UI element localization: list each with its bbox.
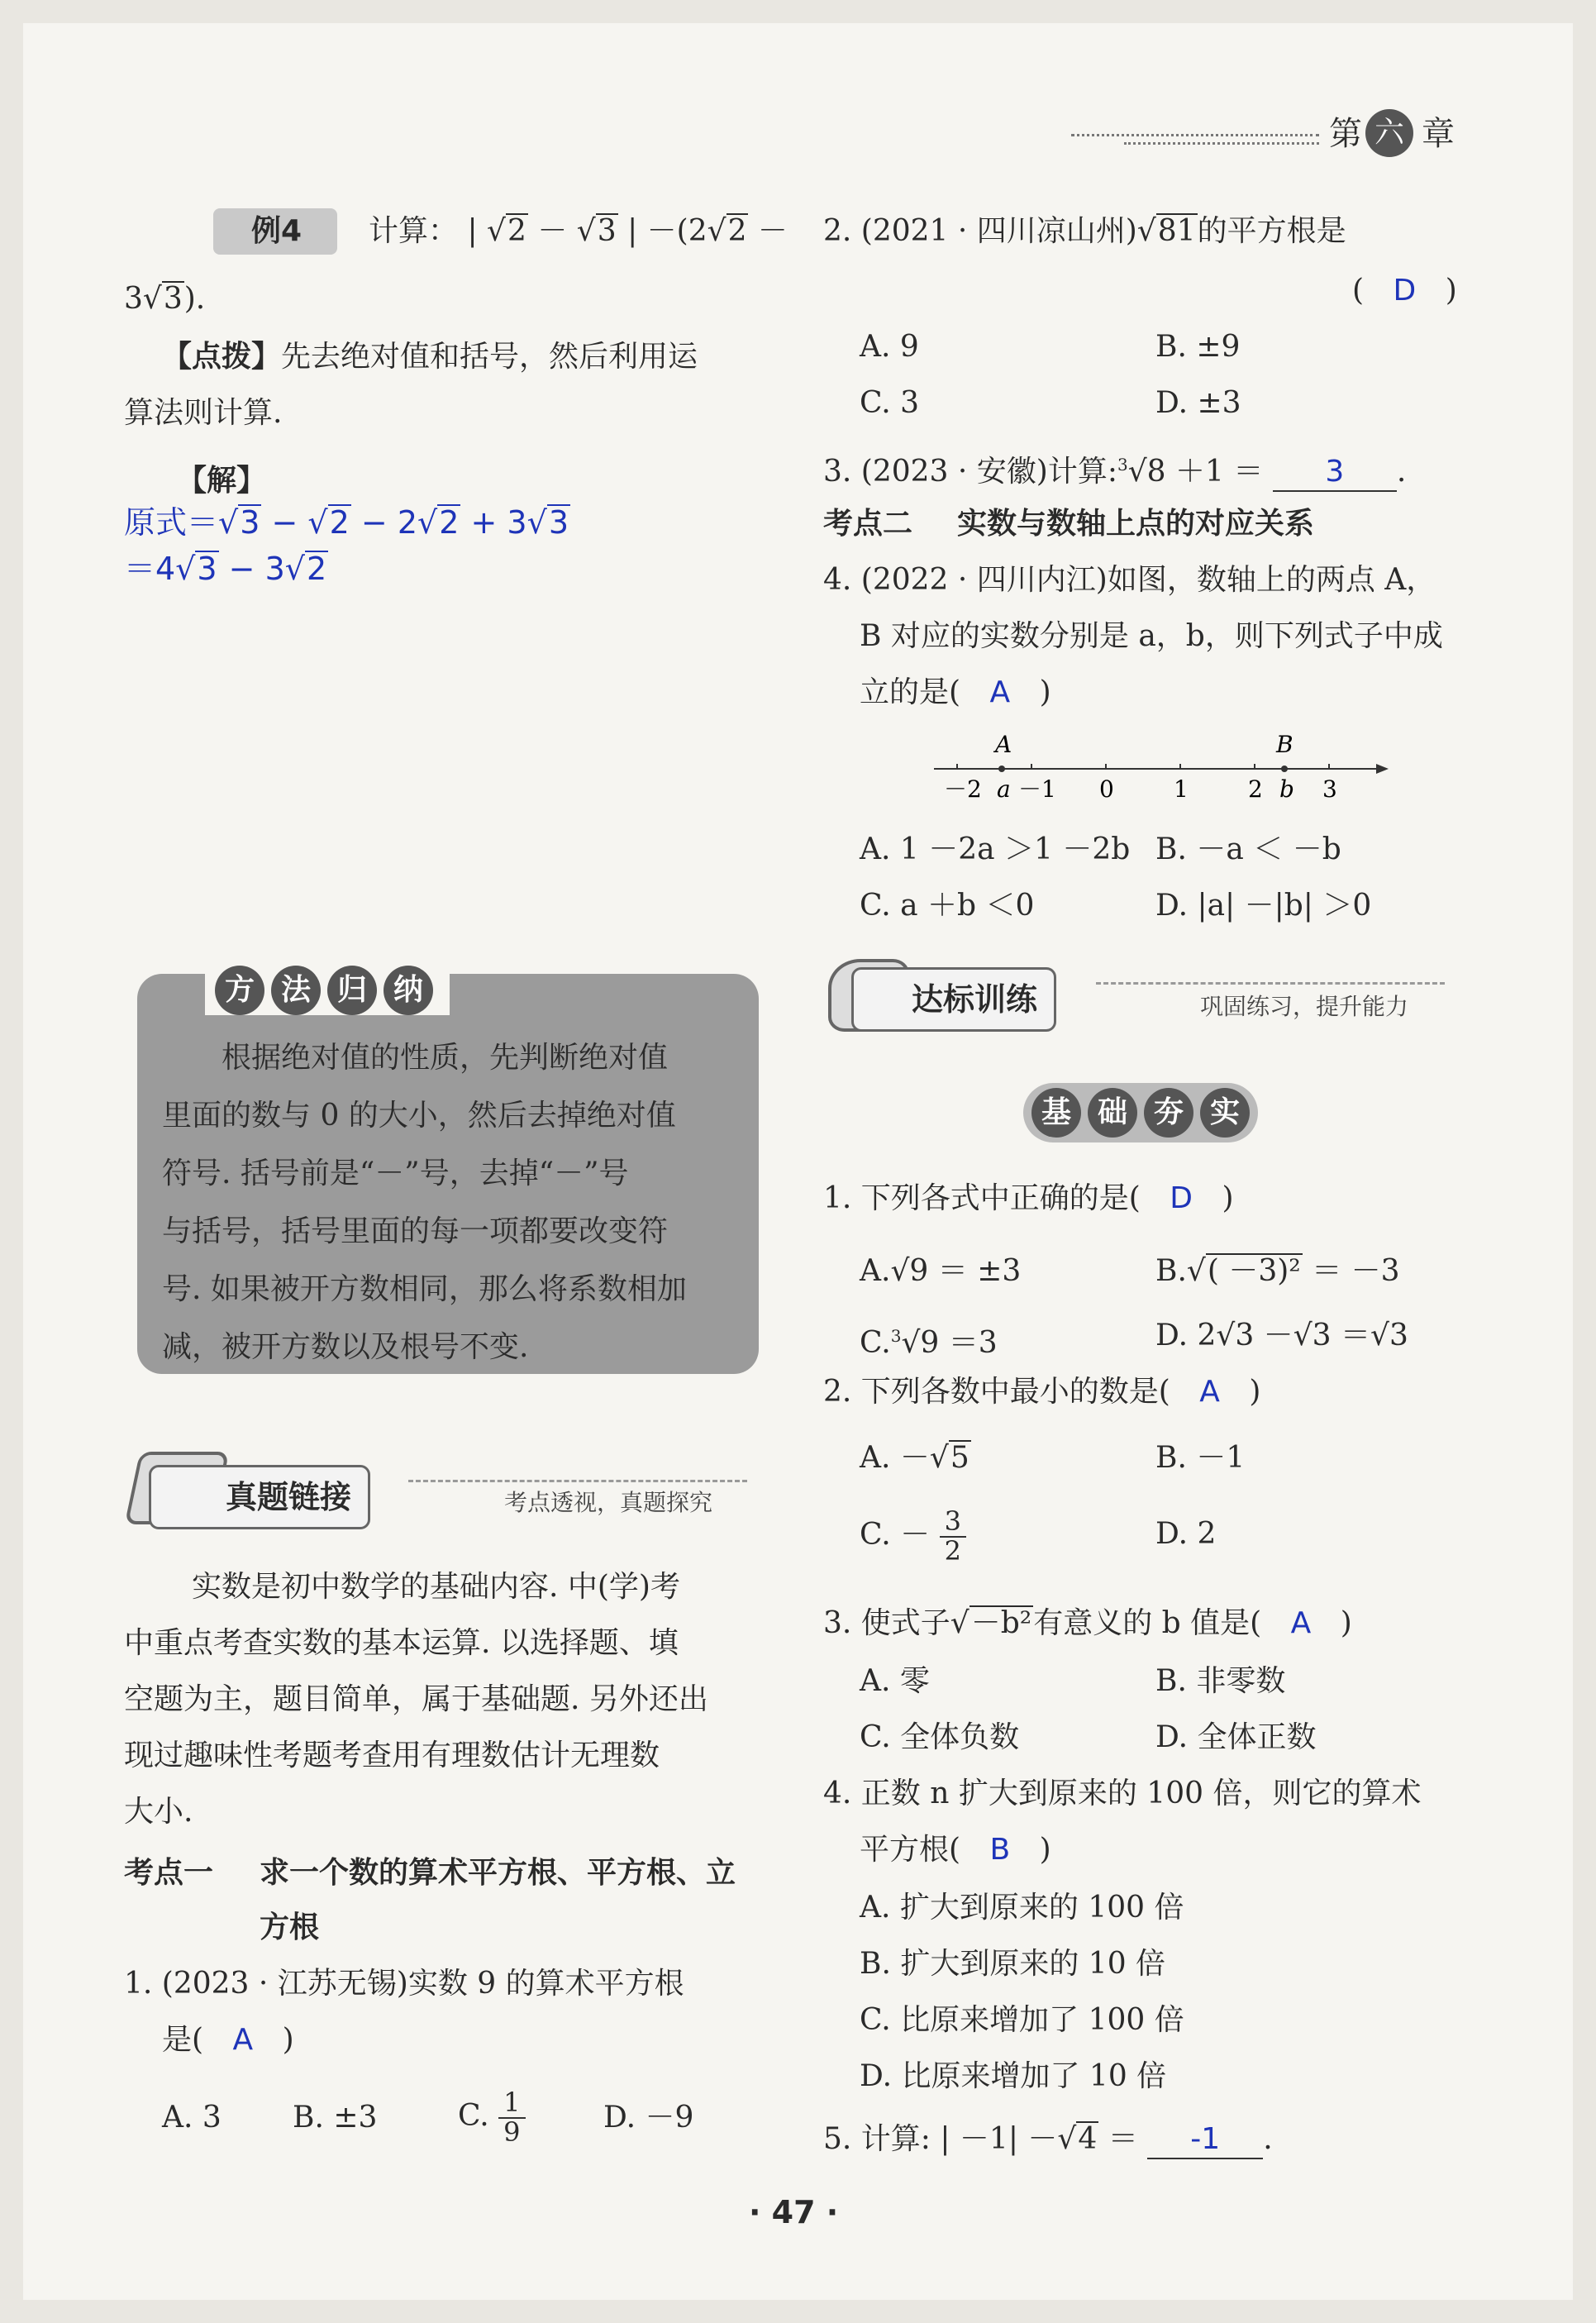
q1-answer: A [232,2023,254,2057]
number-line [926,727,1389,818]
b1-text: 1. 下列各式中正确的是( [823,1181,1141,1215]
real-link-rule [408,1480,747,1482]
kaodian2-text: 实数与数轴上点的对应关系 [957,507,1315,541]
method-title [205,966,450,1015]
b2-line [823,1374,1260,1410]
q2-tail: 的平方根是 [1197,214,1346,248]
b3-answer: A [1290,1606,1312,1640]
b2-c-label: C. － [860,1518,931,1552]
b3-rad: －b² [970,1606,1032,1640]
q4-paren: 立的是( [860,675,961,709]
kaodian1-label: 考点一 [124,1856,214,1890]
q2-option-d: D. ±3 [1155,386,1241,420]
q2-option-a: A. 9 [860,330,919,364]
b2-option-c [860,1498,966,1572]
b5-end: . [1263,2122,1273,2156]
b4-text: 平方根( [860,1833,961,1867]
q1-paren: 是( [162,2023,204,2057]
point-b-label: B [1276,731,1293,758]
basic-char-1: 基 [1031,1088,1081,1138]
q4-answer: A [989,675,1011,709]
kaodian1-text-2: 方根 [260,1910,320,1944]
method-char-4: 纳 [384,966,433,1015]
b3-rest: 有意义的 b 值是( [1033,1606,1262,1640]
sqrt-symbol [487,214,506,248]
method-line-4: 与括号，括号里面的每一项都要改变符 [162,1214,669,1248]
hint-line-2: 算法则计算. [124,396,283,430]
solution-label: 【解】 [177,464,267,498]
hint-text-1: 先去绝对值和括号，然后利用运 [281,340,698,374]
q2-source: 2. (2021 · 四川凉山州) [823,214,1137,248]
tick-label-neg1: －1 [1018,775,1056,803]
training-note: 巩固练习，提升能力 [1200,993,1409,1020]
method-char-1: 方 [215,966,264,1015]
q2-option-b: B. ±9 [1155,330,1241,364]
q2-answer-slot [1352,273,1457,309]
q1-option-c-label: C. [458,2099,489,2133]
q1-line-2 [162,2022,294,2058]
q4-option-d: D. |a| －|b| ＞0 [1155,889,1372,923]
chapter-prefix: 第 [1329,115,1362,153]
b1-a-rest: 9 ＝ ±3 [909,1254,1022,1288]
tick-label-1: 1 [1174,775,1189,803]
q1-line-1: 1. (2023 · 江苏无锡)实数 9 的算术平方根 [124,1967,684,2001]
b2-a-rad: 5 [950,1441,970,1475]
header-rule [1071,134,1319,136]
q2-paren-close: ) [1445,274,1457,308]
q1-option-c [458,2083,526,2149]
q4-line-3 [860,675,1051,711]
point-b-dot [1281,766,1288,772]
method-line-5: 号. 如果被开方数相同，那么将系数相加 [162,1272,687,1306]
example-prompt: 计算： [369,214,459,248]
b1-d-rest: 3 － [1235,1319,1293,1352]
b4-answer: B [989,1833,1011,1867]
chapter-number: 六 [1365,109,1413,157]
b2-frac-num: 3 [940,1508,966,1538]
basic-char-4: 实 [1200,1088,1250,1138]
b1-d-rest3: 3 [1389,1319,1408,1352]
b3-option-c: C. 全体负数 [860,1720,1020,1754]
example-label: 例4 [251,214,303,248]
b1-option-d [1155,1318,1408,1354]
q1-option-a: A. 3 [162,2101,222,2135]
b2-answer: A [1199,1375,1220,1409]
intro-line-5: 大小. [124,1795,193,1829]
b4-option-d: D. 比原来增加了 10 倍 [860,2059,1167,2093]
b1-b-rest: ＝ －3 [1312,1254,1400,1288]
header-rule-2 [1124,142,1319,145]
point-a-dot [998,766,1005,772]
b3-option-d: D. 全体正数 [1155,1720,1317,1754]
q1-frac-den: 9 [503,2116,521,2148]
intro-line-3: 空题为主，题目简单，属于基础题. 另外还出 [124,1682,708,1716]
b4-close: ) [1039,1833,1051,1867]
method-line-1: 根据绝对值的性质，先判断绝对值 [222,1041,669,1075]
method-line-2: 里面的数与 0 的大小，然后去掉绝对值 [162,1099,676,1133]
method-line-3: 符号. 括号前是“－”号，去掉“－”号 [162,1157,629,1190]
method-line-6: 减，被开方数以及根号不变. [162,1330,529,1364]
basic-badge [1023,1083,1258,1142]
q2-line: 2. (2021 · 四川凉山州)√ 81的平方根是 [823,213,1346,250]
solution-eq: ＝4 [124,551,176,587]
example-tail: 3 [124,282,143,316]
b2-option-b: B. －1 [1155,1441,1246,1475]
intro-line-2: 中重点考查实数的基本运算. 以选择题、填 [124,1626,679,1660]
b3-option-b: B. 非零数 [1155,1664,1286,1698]
q3-answer: 3 [1273,454,1397,492]
tick-label-2: 2 [1248,775,1263,803]
b5-eq: ＝ [1108,2122,1138,2156]
page-number: · 47 · [749,2194,839,2230]
b1-c-rest: 9 ＝3 [920,1326,998,1360]
q3-rest: 8 ＋1 ＝ [1146,455,1264,489]
q1-option-d: D. －9 [603,2101,694,2135]
b1-option-b [1155,1253,1400,1290]
kaodian1-text: 求一个数的算术平方根、平方根、立 [260,1856,736,1890]
b4-line-1: 4. 正数 n 扩大到原来的 100 倍，则它的算术 [823,1777,1422,1810]
q3-end: . [1396,455,1407,489]
b4-option-a: A. 扩大到原来的 100 倍 [860,1891,1184,1925]
tick-label-3: 3 [1322,775,1337,803]
real-link-note: 考点透视，真题探究 [504,1489,713,1516]
b4-option-b: B. 扩大到原来的 10 倍 [860,1947,1166,1981]
training-rule [1096,982,1445,985]
q2-answer: D [1393,274,1417,308]
solution-prefix: 原式＝ [124,504,219,541]
b1-option-a [860,1253,1021,1290]
b3-option-a: A. 零 [860,1664,930,1698]
q4-line-1: 4. (2022 · 四川内江)如图，数轴上的两点 A， [823,563,1436,597]
sqrt-symbol-2 [577,214,596,248]
solution-line-2: ＝4√ 3 − 3√ 2 [124,551,328,587]
solution-line-1: 原式＝√ 3 − √ 2 − 2√ 2 + 3√ 3 [124,504,570,541]
example-line-1: 计算： | √ 2 － √ 3 | －(2√ 2 － [369,213,788,250]
example-line-2: 3√ 3). [124,281,205,317]
b4-option-c: C. 比原来增加了 100 倍 [860,2003,1184,2037]
b1-answer: D [1170,1181,1193,1215]
b5-rad: 4 [1078,2122,1098,2156]
q1-frac-num: 1 [498,2089,525,2119]
axis-arrow [1376,764,1389,774]
chapter-suffix: 章 [1422,115,1455,153]
b3-close: ) [1340,1606,1352,1640]
q4-line-2: B 对应的实数分别是 a，b，则下列式子中成 [860,619,1443,653]
method-char-2: 法 [271,966,321,1015]
b5-answer: -1 [1147,2121,1263,2159]
b1-d-rest2: 3 ＝ [1312,1319,1370,1352]
example-close: ). [183,282,206,316]
intro-line-4: 现过趣味性考题考查用有理数估计无理数 [124,1739,660,1772]
b2-a-label: A. － [860,1441,930,1475]
q4-option-a: A. 1 －2a ＞1 －2b [860,832,1131,866]
b2-close: ) [1249,1375,1261,1409]
q1-fraction [498,2089,525,2146]
example-rest: －(2 [646,214,707,248]
hint-label: 【点拨】 [162,340,282,374]
point-a-label: A [995,731,1012,758]
basic-char-3: 夯 [1144,1088,1193,1138]
training-title: 达标训练 [851,967,1056,1032]
b3-line [823,1605,1352,1642]
b2-option-a [860,1440,971,1476]
intro-line-1: 实数是初中数学的基础内容. 中(学)考 [192,1570,680,1604]
q4-option-b: B. －a ＜ －b [1155,832,1341,866]
b2-fraction [940,1505,966,1567]
b3-text: 3. 使式子 [823,1606,950,1640]
basic-char-2: 础 [1088,1088,1137,1138]
method-char-3: 归 [327,966,377,1015]
tick-label-neg2: －2 [944,775,982,803]
kaodian2-label: 考点二 [823,507,913,541]
b1-d-label: D. 2 [1155,1319,1217,1352]
b1-b-inner: ( －3)² [1207,1254,1301,1288]
b1-close: ) [1222,1181,1234,1215]
q4-close: ) [1039,675,1051,709]
b2-option-d: D. 2 [1155,1517,1217,1551]
b5-text: 5. 计算: | －1| － [823,2122,1058,2156]
tick-label-0: 0 [1099,775,1114,803]
b1-c-label: C. [860,1326,891,1360]
q2-paren-open: ( [1352,274,1365,308]
q3-text: 3. (2023 · 安徽)计算: [823,455,1117,489]
b4-line-2 [860,1832,1051,1868]
b1-line [823,1181,1234,1217]
q1-option-b: B. ±3 [293,2101,378,2135]
q4-option-c: C. a ＋b ＜0 [860,889,1035,923]
real-link-title: 真题链接 [149,1465,370,1529]
q1-close: ) [282,2023,294,2057]
b1-option-c: C.$^3$√ 9 ＝3 [860,1318,998,1362]
b5-line [823,2121,1273,2159]
hint-line-1 [162,339,698,375]
q2-option-c: C. 3 [860,386,920,420]
label-a: a [997,775,1011,803]
label-b: b [1279,775,1294,803]
b1-b-label: B. [1155,1254,1187,1288]
b2-text: 2. 下列各数中最小的数是( [823,1375,1170,1409]
b2-frac-den: 2 [944,1535,961,1567]
q3-line: 3. (2023 · 安徽)计算:$^3$√ 8 ＋1 ＝ 3 . [823,446,1406,492]
b1-a-label: A. [860,1254,891,1288]
